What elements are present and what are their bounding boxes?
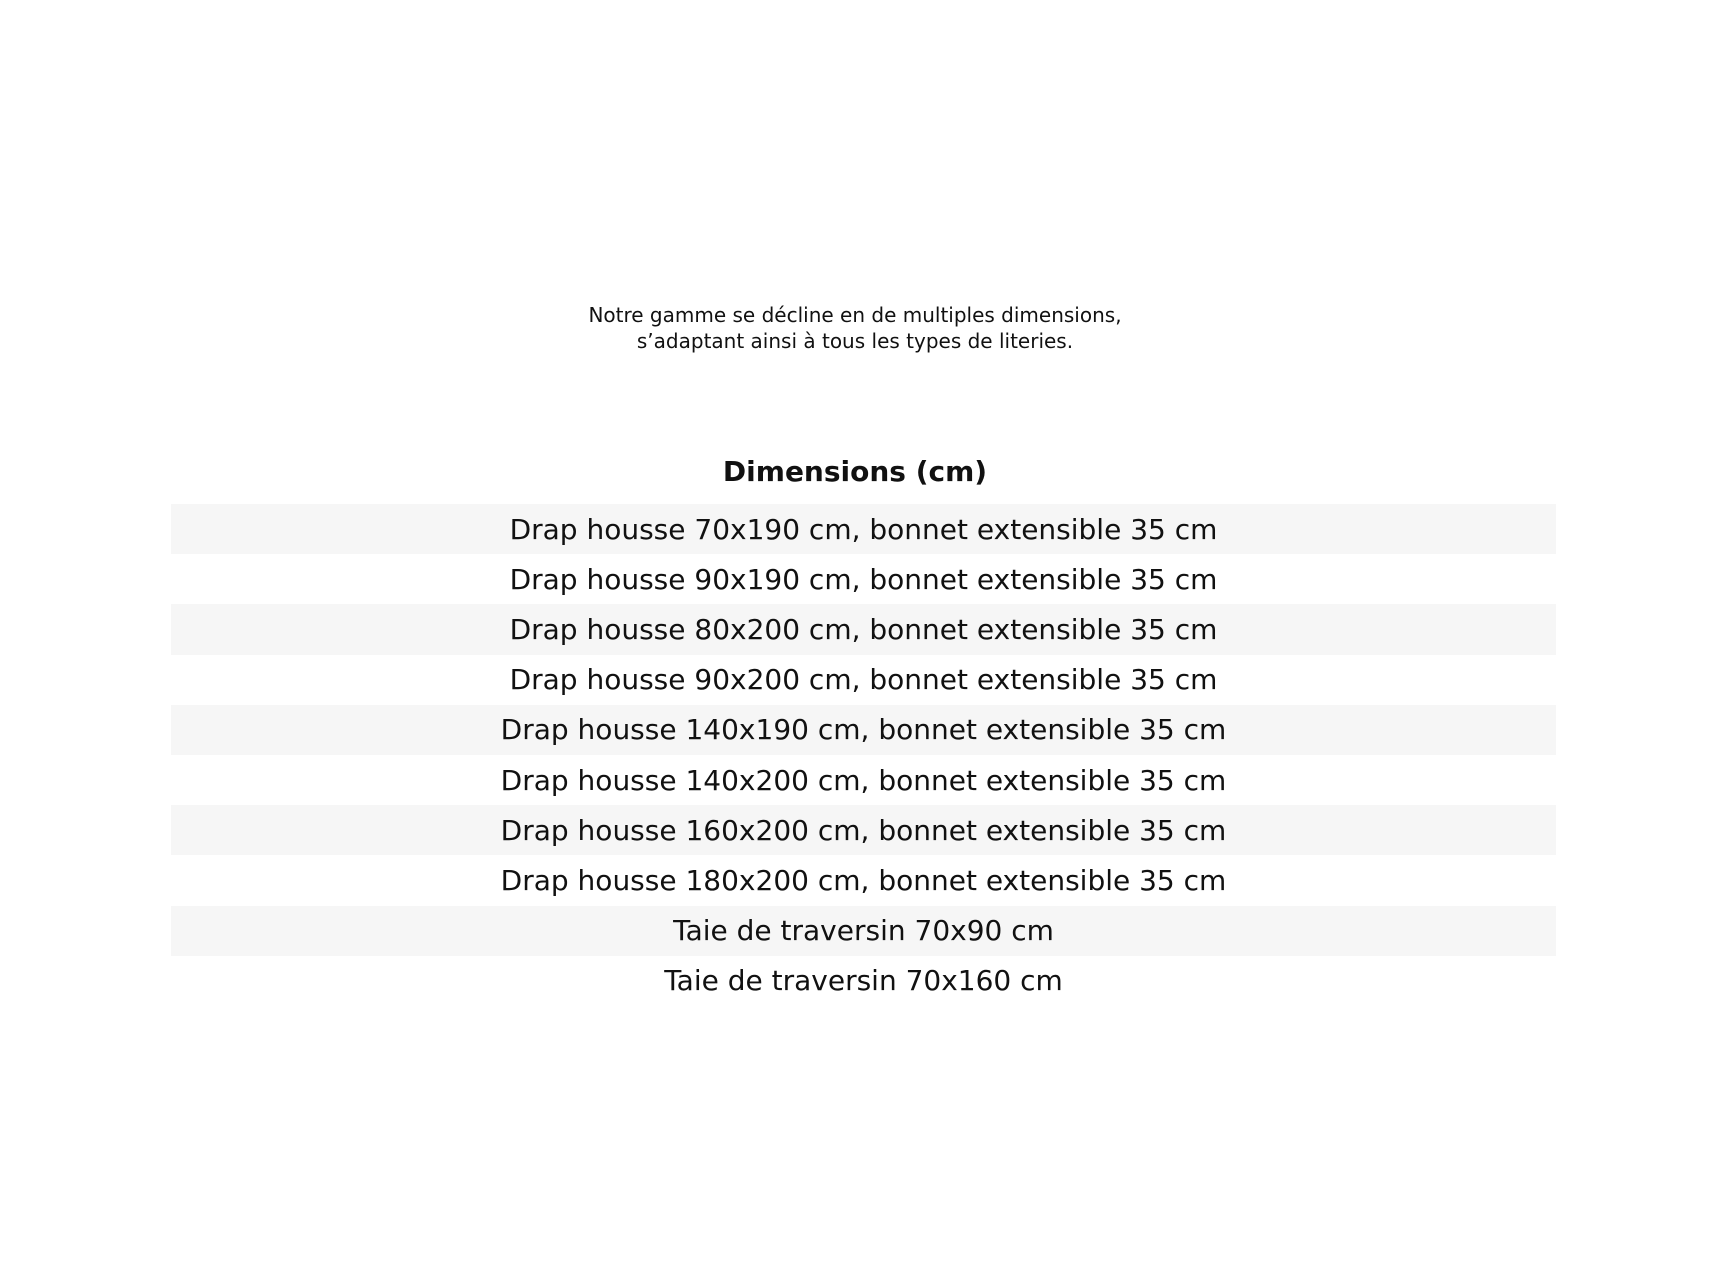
dimension-row: Taie de traversin 70x160 cm [171,956,1556,1006]
intro-line-2: s’adaptant ainsi à tous les types de literies. [636,329,1074,353]
dimension-row: Drap housse 90x200 cm, bonnet extensible 35 cm [171,655,1556,705]
dimension-row: Drap housse 140x190 cm, bonnet extensible 35 cm [171,705,1556,755]
dimension-row: Taie de traversin 70x90 cm [171,906,1556,956]
dimension-row: Drap housse 80x200 cm, bonnet extensible 35 cm [171,604,1556,654]
dimension-row: Drap housse 140x200 cm, bonnet extensible 35 cm [171,755,1556,805]
dimension-row: Drap housse 160x200 cm, bonnet extensible 35 cm [171,805,1556,855]
intro-text [0,302,1710,354]
dimension-row: Drap housse 70x190 cm, bonnet extensible 35 cm [171,504,1556,554]
intro-line-1: Notre gamme se décline en de multiples dimensions, [588,303,1122,327]
dimensions-table [171,504,1556,1006]
dimension-row: Drap housse 90x190 cm, bonnet extensible 35 cm [171,554,1556,604]
dimensions-title: Dimensions (cm) [722,455,988,488]
dimension-row: Drap housse 180x200 cm, bonnet extensible 35 cm [171,855,1556,905]
